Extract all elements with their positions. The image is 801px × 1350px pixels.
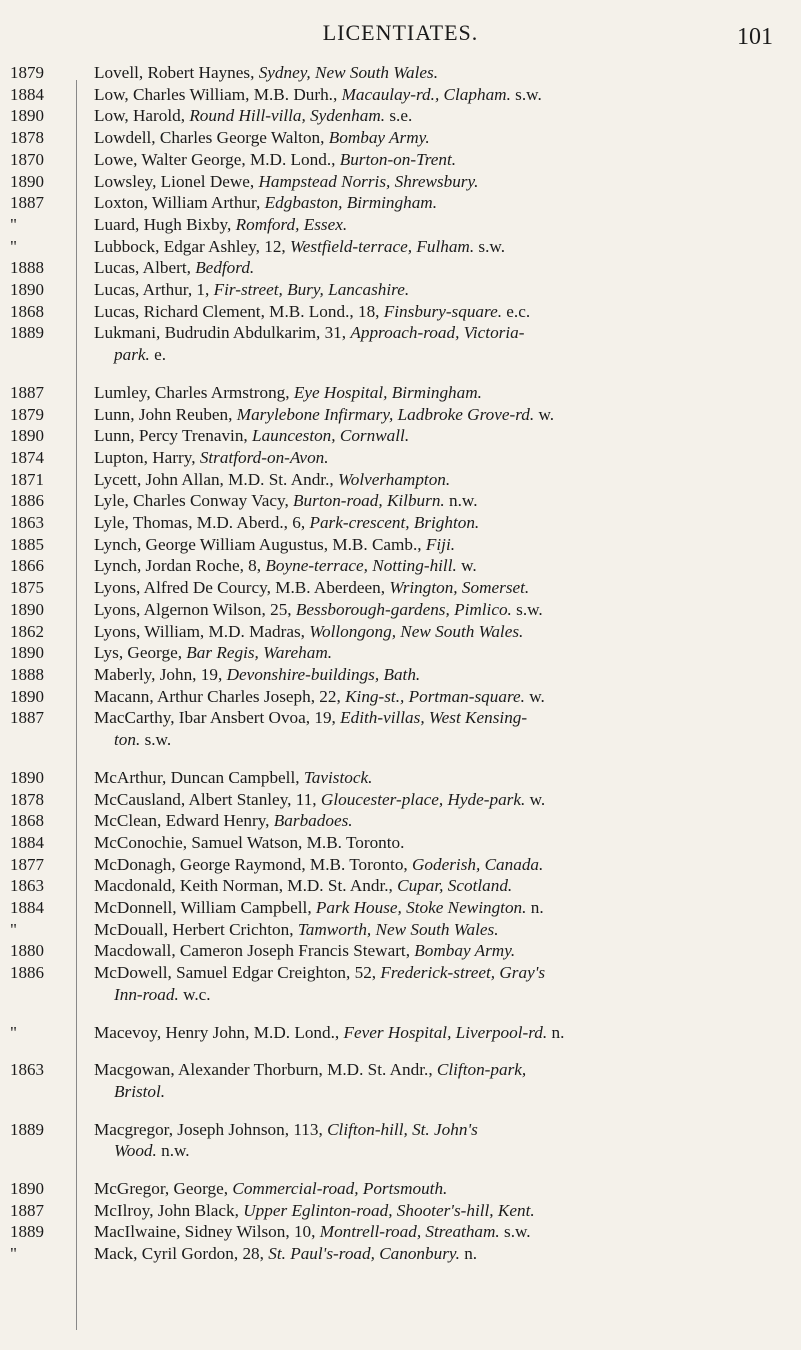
licence-year: 1888 xyxy=(10,258,44,278)
entry-suffix: s.w. xyxy=(474,236,505,256)
entry-text xyxy=(94,789,784,811)
entry-name: McConochie, Samuel Watson, M.B. Toronto. xyxy=(94,832,405,852)
licence-year: 1890 xyxy=(10,106,44,126)
entry-text xyxy=(94,1022,784,1044)
list-item xyxy=(0,767,801,789)
list-item xyxy=(0,425,801,447)
list-item xyxy=(0,512,801,534)
entry-address: Clifton-hill, St. John's xyxy=(327,1119,478,1139)
licence-year: 1884 xyxy=(10,832,44,852)
licence-year: 1887 xyxy=(10,1200,44,1220)
group-spacer xyxy=(0,1103,801,1119)
licence-year: 1875 xyxy=(10,578,44,598)
entry-text xyxy=(94,127,784,149)
entry-suffix: e.c. xyxy=(502,301,531,321)
entry-name: Lowdell, Charles George Walton, xyxy=(94,128,329,148)
entry-name: MacCarthy, Ibar Ansbert Ovoa, 19, xyxy=(94,708,341,728)
entry-address: Edgbaston, Birmingham. xyxy=(264,193,437,213)
entry-text xyxy=(94,707,784,750)
entry-text xyxy=(94,962,784,1005)
list-item xyxy=(0,257,801,279)
entry-continuation xyxy=(94,1140,784,1162)
entry-name: Lubbock, Edgar Ashley, 12, xyxy=(94,236,291,256)
list-item xyxy=(0,621,801,643)
group-spacer xyxy=(0,1006,801,1022)
licence-year: 1863 xyxy=(10,1060,44,1080)
entry-name: McDonnell, William Campbell, xyxy=(94,898,316,918)
list-item xyxy=(0,707,801,750)
page-number: 101 xyxy=(737,24,773,50)
entry-text xyxy=(94,382,784,404)
entry-name: Loxton, William Arthur, xyxy=(94,193,265,213)
entry-suffix: s.w. xyxy=(510,84,542,104)
entry-name: Lucas, Arthur, 1, xyxy=(94,280,214,300)
licence-year: 1887 xyxy=(10,382,44,402)
entry-text xyxy=(94,919,784,941)
list-item xyxy=(0,897,801,919)
entry-address: Goderish, Canada. xyxy=(412,854,544,874)
licence-year: 1886 xyxy=(10,963,44,983)
entry-name: Maberly, John, 19, xyxy=(94,664,227,684)
licence-year: 1890 xyxy=(10,686,44,706)
licence-year: 1868 xyxy=(10,301,44,321)
group-spacer xyxy=(0,1162,801,1178)
list-item xyxy=(0,490,801,512)
entry-name: Mack, Cyril Gordon, 28, xyxy=(94,1244,269,1264)
entry-continuation-text: Wood. xyxy=(114,1141,157,1161)
licence-year: 1878 xyxy=(10,128,44,148)
entry-name: Lyle, Thomas, M.D. Aberd., 6, xyxy=(94,513,310,533)
entry-name: Lowe, Walter George, M.D. Lond., xyxy=(94,149,340,169)
entry-continuation xyxy=(94,984,784,1006)
entry-name: Lowsley, Lionel Dewe, xyxy=(94,171,259,191)
licence-year: 1890 xyxy=(10,1179,44,1199)
entry-address: Sydney, New South Wales. xyxy=(258,63,439,82)
list-item xyxy=(0,171,801,193)
list-item xyxy=(0,1022,801,1044)
entry-suffix: w. xyxy=(456,556,477,576)
entry-text xyxy=(94,1178,784,1200)
entry-address: Park-crescent, Brighton. xyxy=(309,513,480,533)
entry-text xyxy=(94,322,784,365)
entry-name: Macdowall, Cameron Joseph Francis Stewart, xyxy=(94,941,415,961)
entry-continuation-text: park. xyxy=(114,345,150,365)
entry-address: Boyne-terrace, Notting-hill. xyxy=(265,556,457,576)
licence-year: 1889 xyxy=(10,323,44,343)
entry-name: Luard, Hugh Bixby, xyxy=(94,214,236,234)
entry-name: Lucas, Richard Clement, M.B. Lond., 18, xyxy=(94,301,384,321)
licence-year: 1887 xyxy=(10,193,44,213)
entry-continuation-text: Bristol. xyxy=(114,1081,166,1101)
licence-year: " xyxy=(10,1022,17,1042)
entry-address: Bedford. xyxy=(195,258,255,278)
entry-continuation xyxy=(94,729,784,751)
list-item xyxy=(0,577,801,599)
entry-name: Macevoy, Henry John, M.D. Lond., xyxy=(94,1022,344,1042)
entry-continuation-text: Inn-road. xyxy=(114,984,179,1004)
entry-text xyxy=(94,686,784,708)
list-item xyxy=(0,832,801,854)
entry-address: Eye Hospital, Birmingham. xyxy=(293,382,482,402)
entry-suffix: n. xyxy=(459,1244,478,1264)
entry-name: McDonagh, George Raymond, M.B. Toronto, xyxy=(94,854,413,874)
licence-year: " xyxy=(10,1244,17,1264)
running-head: LICENTIATES. xyxy=(322,20,479,45)
licence-year: " xyxy=(10,919,17,939)
entry-address: Edith-villas, West Kensing- xyxy=(340,708,528,728)
entry-suffix: s.w. xyxy=(499,1222,531,1242)
list-item xyxy=(0,1200,801,1222)
entry-name: Lynch, George William Augustus, M.B. Camb., xyxy=(94,534,426,554)
entry-suffix: s.w. xyxy=(140,730,172,750)
entry-name: Lucas, Albert, xyxy=(94,258,196,278)
list-item xyxy=(0,1221,801,1243)
list-item xyxy=(0,962,801,1005)
entry-text xyxy=(94,854,784,876)
entry-suffix: n.w. xyxy=(156,1141,190,1161)
entry-text xyxy=(94,171,784,193)
entry-address: Montrell-road, Streatham. xyxy=(319,1222,500,1242)
entry-suffix: n.w. xyxy=(444,491,478,511)
list-item xyxy=(0,279,801,301)
entry-suffix: e. xyxy=(149,345,167,365)
entry-name: Lys, George, xyxy=(94,643,187,663)
entry-text xyxy=(94,1059,784,1102)
licence-year: 1888 xyxy=(10,664,44,684)
entry-address: Bombay Army. xyxy=(414,941,516,961)
licence-year: " xyxy=(10,236,17,256)
licence-year: 1890 xyxy=(10,426,44,446)
group-spacer xyxy=(0,1043,801,1059)
entry-address: Bar Regis, Wareham. xyxy=(186,643,333,663)
entry-text xyxy=(94,490,784,512)
list-item xyxy=(0,382,801,404)
list-item xyxy=(0,447,801,469)
list-item xyxy=(0,789,801,811)
entry-text xyxy=(94,875,784,897)
list-item xyxy=(0,1243,801,1265)
entry-text xyxy=(94,1243,784,1265)
entry-continuation xyxy=(94,344,784,366)
entry-text xyxy=(94,257,784,279)
licence-year: 1878 xyxy=(10,789,44,809)
list-item xyxy=(0,1059,801,1102)
entry-address: Fiji. xyxy=(425,534,456,554)
entry-address: Burton-road, Kilburn. xyxy=(293,491,445,511)
entry-text xyxy=(94,236,784,258)
entry-name: Macgowan, Alexander Thorburn, M.D. St. Andr., xyxy=(94,1060,437,1080)
entry-address: Burton-on-Trent. xyxy=(339,149,457,169)
entry-name: Macdonald, Keith Norman, M.D. St. Andr., xyxy=(94,876,398,896)
entry-text xyxy=(94,767,784,789)
entry-address: Finsbury-square. xyxy=(383,301,502,321)
entry-text xyxy=(94,425,784,447)
entry-address: Barbadoes. xyxy=(273,811,353,831)
licence-year: 1890 xyxy=(10,280,44,300)
entry-name: Lovell, Robert Haynes, xyxy=(94,63,259,82)
entry-suffix: n. xyxy=(547,1022,565,1042)
entry-address: Launceston, Cornwall. xyxy=(252,426,410,446)
entry-text xyxy=(94,1200,784,1222)
list-item xyxy=(0,854,801,876)
entry-name: McClean, Edward Henry, xyxy=(94,811,274,831)
list-item xyxy=(0,940,801,962)
entry-address: Round Hill-villa, Sydenham. xyxy=(189,106,386,126)
entry-text xyxy=(94,599,784,621)
entry-suffix: w. xyxy=(534,404,555,424)
entry-name: McIlroy, John Black, xyxy=(94,1200,244,1220)
list-item xyxy=(0,642,801,664)
entry-address: Fever Hospital, Liverpool-rd. xyxy=(343,1022,548,1042)
list-item xyxy=(0,149,801,171)
list-item xyxy=(0,469,801,491)
licence-year: 1879 xyxy=(10,63,44,82)
entry-address: Wrington, Somerset. xyxy=(389,578,530,598)
entry-text xyxy=(94,149,784,171)
entry-address: Bombay Army. xyxy=(328,128,430,148)
entry-address: Approach-road, Victoria- xyxy=(350,323,525,343)
entry-name: Low, Harold, xyxy=(94,106,190,126)
licence-year: 1890 xyxy=(10,171,44,191)
entry-text xyxy=(94,447,784,469)
entry-suffix: w. xyxy=(525,789,546,809)
entry-suffix: s.w. xyxy=(511,599,543,619)
list-item xyxy=(0,919,801,941)
entry-address: Tamworth, New South Wales. xyxy=(297,919,499,939)
entry-name: Lycett, John Allan, M.D. St. Andr., xyxy=(94,469,338,489)
list-item xyxy=(0,1119,801,1162)
entry-text xyxy=(94,512,784,534)
list-item xyxy=(0,664,801,686)
entry-address: Marylebone Infirmary, Ladbroke Grove-rd. xyxy=(236,404,535,424)
entry-text xyxy=(94,621,784,643)
entry-name: MacIlwaine, Sidney Wilson, 10, xyxy=(94,1222,320,1242)
entry-name: McDowell, Samuel Edgar Creighton, 52, xyxy=(94,963,381,983)
entry-address: Fir-street, Bury, Lancashire. xyxy=(213,280,410,300)
entry-name: Macgregor, Joseph Johnson, 113, xyxy=(94,1119,328,1139)
entry-suffix: s.e. xyxy=(385,106,413,126)
entry-continuation-text: ton. xyxy=(114,730,141,750)
licence-year: 1889 xyxy=(10,1119,44,1139)
list-item xyxy=(0,534,801,556)
list-item xyxy=(0,192,801,214)
entry-address: Upper Eglinton-road, Shooter's-hill, Kent. xyxy=(243,1200,535,1220)
licence-year: 1885 xyxy=(10,534,44,554)
licence-year: 1890 xyxy=(10,599,44,619)
entry-name: Lunn, John Reuben, xyxy=(94,404,237,424)
list-item xyxy=(0,322,801,365)
entry-text xyxy=(94,810,784,832)
entry-text xyxy=(94,555,784,577)
licence-year: " xyxy=(10,214,17,234)
entry-text xyxy=(94,192,784,214)
entry-text xyxy=(94,897,784,919)
entry-name: Low, Charles William, M.B. Durh., xyxy=(94,84,342,104)
list-item xyxy=(0,404,801,426)
entry-name: McArthur, Duncan Campbell, xyxy=(94,767,304,787)
entry-text xyxy=(94,404,784,426)
entry-text xyxy=(94,577,784,599)
list-item xyxy=(0,105,801,127)
entry-name: Lynch, Jordan Roche, 8, xyxy=(94,556,266,576)
entry-text xyxy=(94,279,784,301)
entry-address: Romford, Essex. xyxy=(235,214,348,234)
list-item xyxy=(0,555,801,577)
entry-address: Devonshire-buildings, Bath. xyxy=(226,664,421,684)
licence-year: 1870 xyxy=(10,149,44,169)
entry-address: Frederick-street, Gray's xyxy=(380,963,546,983)
group-spacer xyxy=(0,751,801,767)
entry-suffix: n. xyxy=(526,898,544,918)
licence-year: 1886 xyxy=(10,491,44,511)
entry-address: Stratford-on-Avon. xyxy=(199,447,329,467)
entry-address: Bessborough-gardens, Pimlico. xyxy=(295,599,512,619)
list-item xyxy=(0,301,801,323)
entry-text xyxy=(94,1119,784,1162)
licence-year: 1889 xyxy=(10,1222,44,1242)
entry-address: Westfield-terrace, Fulham. xyxy=(290,236,475,256)
entry-address: St. Paul's-road, Canonbury. xyxy=(268,1244,460,1264)
entry-text xyxy=(94,469,784,491)
entry-text xyxy=(94,664,784,686)
entry-address: Wolverhampton. xyxy=(337,469,451,489)
entry-name: Macann, Arthur Charles Joseph, 22, xyxy=(94,686,346,706)
list-item xyxy=(0,1178,801,1200)
entry-text xyxy=(94,1221,784,1243)
entry-address: Commercial-road, Portsmouth. xyxy=(232,1179,448,1199)
licence-year: 1884 xyxy=(10,84,44,104)
entry-name: Lyons, Alfred De Courcy, M.B. Aberdeen, xyxy=(94,578,390,598)
entry-name: McGregor, George, xyxy=(94,1179,233,1199)
entry-address: Tavistock. xyxy=(303,767,373,787)
list-item xyxy=(0,84,801,106)
entry-name: Lyons, Algernon Wilson, 25, xyxy=(94,599,296,619)
licence-year: 1890 xyxy=(10,767,44,787)
entry-address: Cupar, Scotland. xyxy=(397,876,513,896)
licence-year: 1868 xyxy=(10,811,44,831)
list-item xyxy=(0,810,801,832)
entry-suffix: w. xyxy=(524,686,545,706)
licence-year: 1863 xyxy=(10,876,44,896)
entry-text xyxy=(94,940,784,962)
entry-name: McCausland, Albert Stanley, 11, xyxy=(94,789,321,809)
entry-name: Lupton, Harry, xyxy=(94,447,200,467)
entry-text xyxy=(94,534,784,556)
entry-text xyxy=(94,301,784,323)
licence-year: 1862 xyxy=(10,621,44,641)
list-item xyxy=(0,686,801,708)
entry-list xyxy=(0,62,801,1265)
entry-address: Park House, Stoke Newington. xyxy=(315,898,527,918)
entry-address: Wollongong, New South Wales. xyxy=(309,621,524,641)
list-item xyxy=(0,127,801,149)
entry-address: Gloucester-place, Hyde-park. xyxy=(320,789,526,809)
entry-text xyxy=(94,832,784,854)
entry-text xyxy=(94,214,784,236)
licence-year: 1871 xyxy=(10,469,44,489)
entry-address: Macaulay-rd., Clapham. xyxy=(341,84,511,104)
entry-name: McDouall, Herbert Crichton, xyxy=(94,919,298,939)
list-item xyxy=(0,62,801,84)
list-item xyxy=(0,236,801,258)
entry-name: Lyle, Charles Conway Vacy, xyxy=(94,491,294,511)
entry-text xyxy=(94,62,784,84)
licence-year: 1877 xyxy=(10,854,44,874)
licence-year: 1880 xyxy=(10,941,44,961)
list-item xyxy=(0,214,801,236)
entry-name: Lukmani, Budrudin Abdulkarim, 31, xyxy=(94,323,351,343)
entry-text xyxy=(94,642,784,664)
entry-name: Lunn, Percy Trenavin, xyxy=(94,426,253,446)
entry-text xyxy=(94,105,784,127)
entry-continuation xyxy=(94,1081,784,1103)
licence-year: 1879 xyxy=(10,404,44,424)
entry-text xyxy=(94,84,784,106)
list-item xyxy=(0,875,801,897)
entry-address: King-st., Portman-square. xyxy=(345,686,525,706)
entry-address: Clifton-park, xyxy=(436,1060,527,1080)
entry-name: Lyons, William, M.D. Madras, xyxy=(94,621,310,641)
entry-name: Lumley, Charles Armstrong, xyxy=(94,382,294,402)
licence-year: 1890 xyxy=(10,643,44,663)
entry-suffix: w.c. xyxy=(178,984,211,1004)
licence-year: 1874 xyxy=(10,447,44,467)
group-spacer xyxy=(0,366,801,382)
licence-year: 1884 xyxy=(10,898,44,918)
licence-year: 1866 xyxy=(10,556,44,576)
licence-year: 1863 xyxy=(10,513,44,533)
list-item xyxy=(0,599,801,621)
licence-year: 1887 xyxy=(10,708,44,728)
entry-address: Hampstead Norris, Shrewsbury. xyxy=(258,171,479,191)
